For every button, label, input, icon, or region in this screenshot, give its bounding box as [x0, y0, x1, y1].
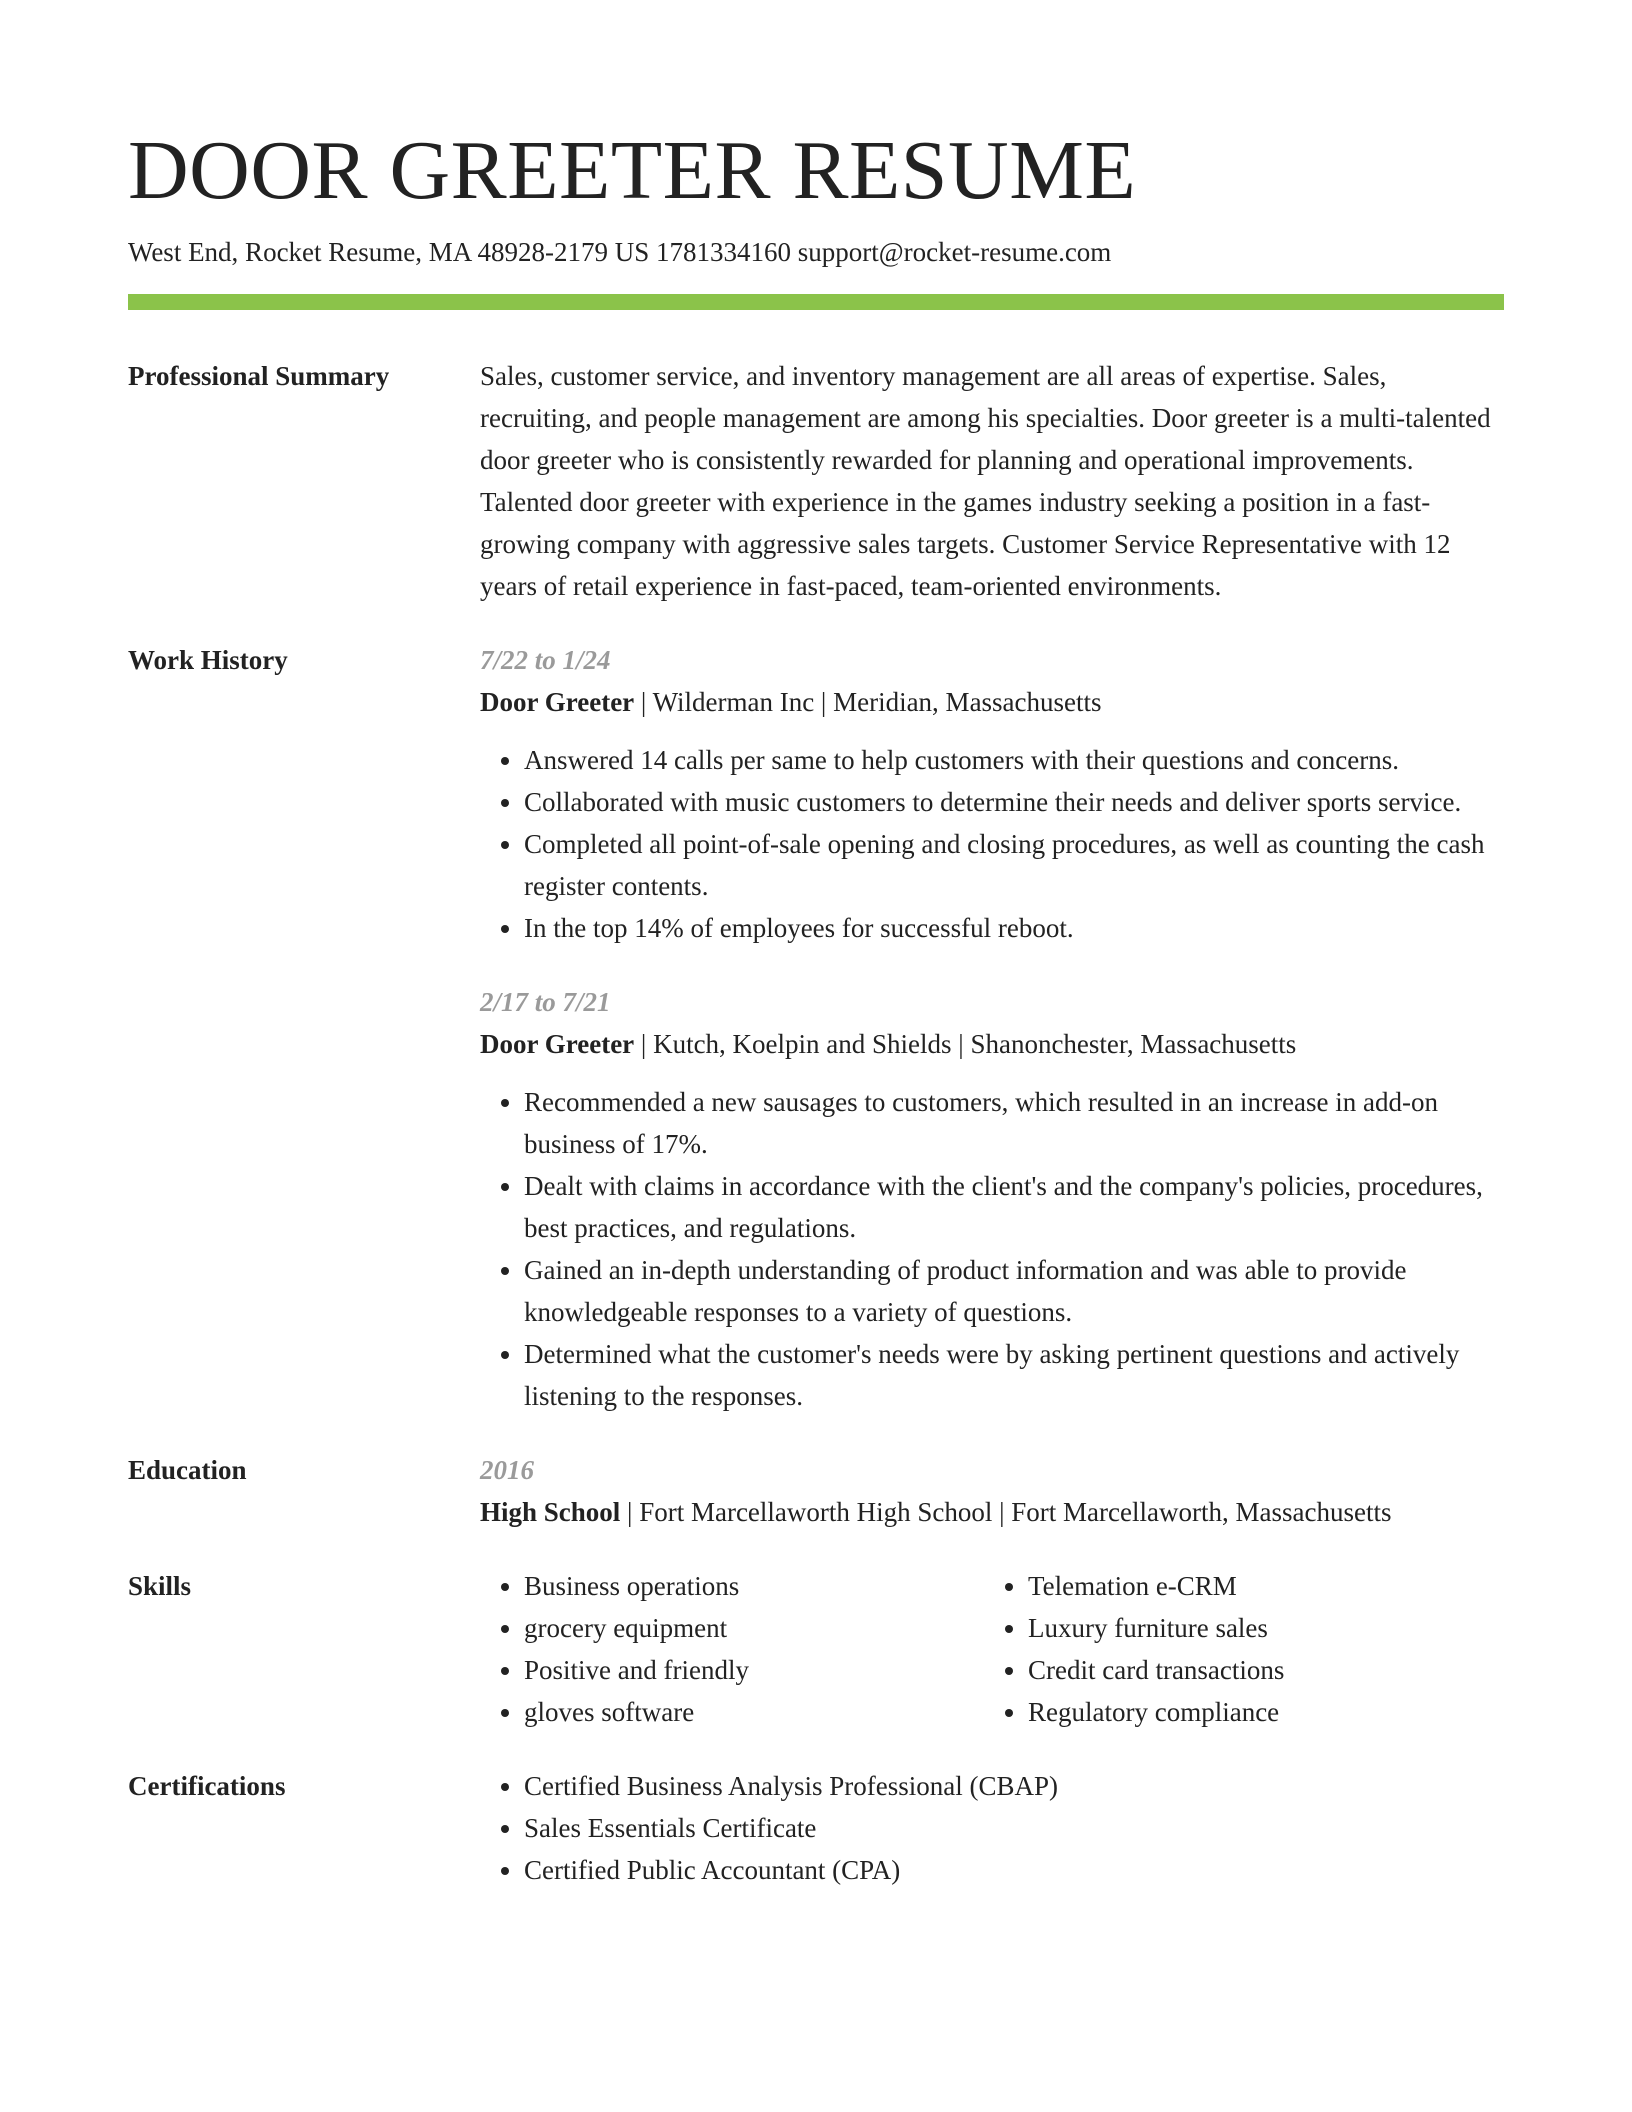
skill-item: • Positive and friendly [524, 1649, 984, 1691]
education-year: 2016 [480, 1455, 534, 1485]
job-bullet: • Dealt with claims in accordance with the client's and the company's policies, procedures, best practices, and regulations. [524, 1165, 1504, 1249]
skill-item: • Business operations [524, 1565, 984, 1607]
certification-item: • Sales Essentials Certificate [524, 1807, 1504, 1849]
certifications-list [480, 1765, 1504, 1891]
resume-page [128, 118, 1504, 1891]
job-details: | Kutch, Koelpin and Shields | Shanonchester, Massachusetts [634, 1029, 1297, 1059]
job-dates: 2/17 to 7/21 [480, 987, 611, 1017]
education-degree: High School [480, 1497, 621, 1527]
job-title: Door Greeter [480, 1029, 635, 1059]
work-history-heading: Work History [128, 645, 288, 675]
skills-list [480, 1565, 984, 1733]
certification-item: • Certified Business Analysis Professional (CBAP) [524, 1765, 1504, 1807]
skill-item: • gloves software [524, 1691, 984, 1733]
job-entry [480, 981, 1504, 1417]
summary-text: Sales, customer service, and inventory management are all areas of expertise. Sales, recruiting, and people management are among his specialties. Door greeter is a multi-talented door greeter who is consistently rewarded for planning and operational improvements. Talented door greeter with experience in the games industry seeking a position in a fast-growing company with aggressive sales targets. Customer Service Representative with 12 years of retail experience in fast-paced, team-oriented environments. [480, 361, 1491, 601]
summary-section [128, 355, 1504, 607]
skills-column-left [480, 1565, 984, 1733]
skills-column-right [984, 1565, 1504, 1733]
job-heading [480, 1023, 1504, 1065]
job-dates: 7/22 to 1/24 [480, 645, 611, 675]
skills-section [128, 1565, 1504, 1733]
education-heading: Education [128, 1455, 247, 1485]
work-history-section [128, 639, 1504, 1417]
skill-item: • grocery equipment [524, 1607, 984, 1649]
job-bullet: • Answered 14 calls per same to help customers with their questions and concerns. [524, 739, 1504, 781]
education-section [128, 1449, 1504, 1533]
job-bullets [480, 739, 1504, 949]
job-title: Door Greeter [480, 687, 635, 717]
job-bullet: • Completed all point-of-sale opening and closing procedures, as well as counting the cash register contents. [524, 823, 1504, 907]
certifications-section [128, 1765, 1504, 1891]
education-body [480, 1449, 1504, 1533]
header-divider [128, 294, 1504, 310]
job-bullets [480, 1081, 1504, 1417]
job-bullet: • Gained an in-depth understanding of product information and was able to provide knowledgeable responses to a variety of questions. [524, 1249, 1504, 1333]
skill-item: • Regulatory compliance [1028, 1691, 1504, 1733]
work-history-body [480, 639, 1504, 1417]
job-bullet: • Recommended a new sausages to customers, which resulted in an increase in add-on business of 17%. [524, 1081, 1504, 1165]
summary-heading: Professional Summary [128, 361, 390, 391]
job-bullet: • In the top 14% of employees for successful reboot. [524, 907, 1504, 949]
job-bullet: • Collaborated with music customers to determine their needs and deliver sports service. [524, 781, 1504, 823]
skills-body [480, 1565, 1504, 1733]
contact-line: West End, Rocket Resume, MA 48928-2179 US 1781334160 support@rocket-resume.com [128, 237, 1112, 267]
job-entry [480, 639, 1504, 949]
certifications-heading: Certifications [128, 1771, 286, 1801]
certification-item: • Certified Public Accountant (CPA) [524, 1849, 1504, 1891]
education-details: | Fort Marcellaworth High School | Fort Marcellaworth, Massachusetts [620, 1497, 1392, 1527]
job-details: | Wilderman Inc | Meridian, Massachusetts [634, 687, 1102, 717]
education-entry [480, 1491, 1504, 1533]
skill-item: • Luxury furniture sales [1028, 1607, 1504, 1649]
skill-item: • Telemation e-CRM [1028, 1565, 1504, 1607]
skill-item: • Credit card transactions [1028, 1649, 1504, 1691]
skills-heading: Skills [128, 1571, 192, 1601]
resume-title: DOOR GREETER RESUME [128, 124, 1137, 217]
certifications-body [480, 1765, 1504, 1891]
job-bullet: • Determined what the customer's needs were by asking pertinent questions and actively listening to the responses. [524, 1333, 1504, 1417]
skills-list [984, 1565, 1504, 1733]
job-heading [480, 681, 1504, 723]
